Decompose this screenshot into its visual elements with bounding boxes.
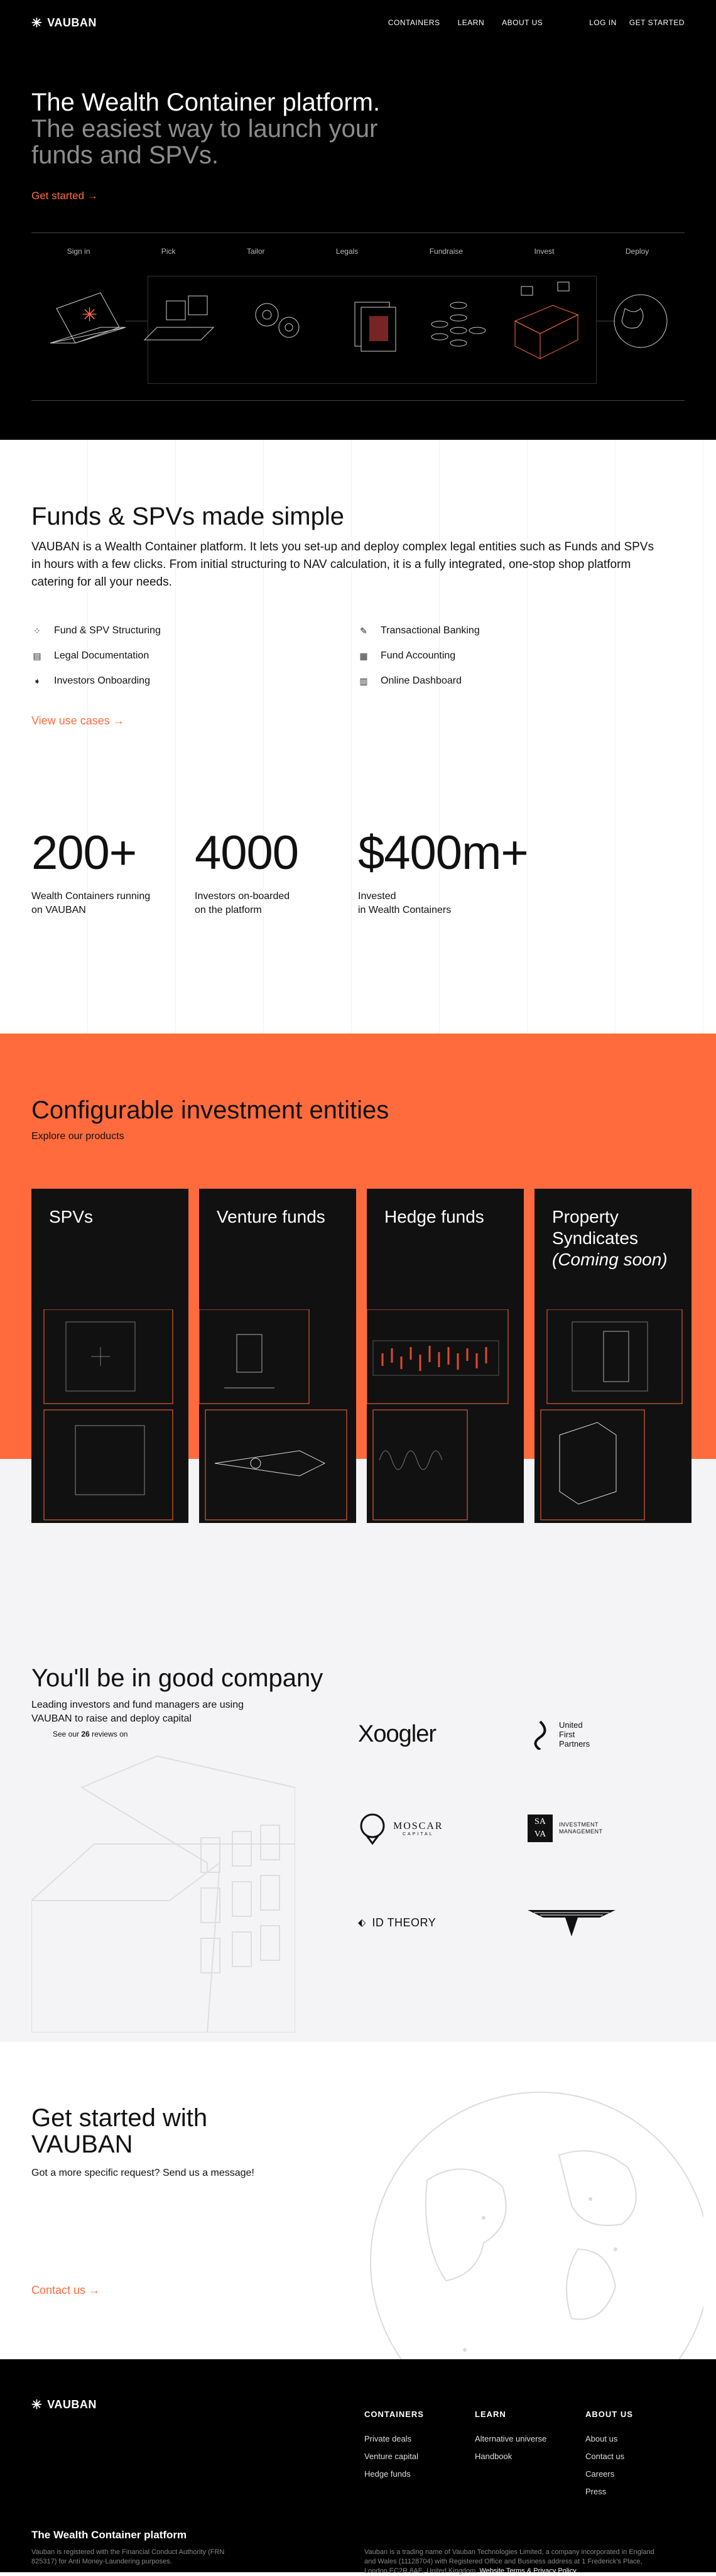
card-venture-funds[interactable] <box>199 1189 356 1523</box>
stats-row <box>31 828 685 917</box>
feature-label: Online Dashboard <box>381 675 462 686</box>
reviews-prefix: See our <box>53 1730 80 1738</box>
sava-mark-line: SA <box>534 1817 546 1826</box>
nav-learn[interactable]: LEARN <box>457 18 485 27</box>
cubes-icon <box>144 296 214 340</box>
stat-value: 200+ <box>31 826 137 880</box>
globe-icon <box>614 295 667 347</box>
brand-logo[interactable] <box>31 15 97 31</box>
nav-links <box>388 18 543 27</box>
step-fundraise: Fundraise <box>429 247 464 256</box>
card-property-syndicates[interactable] <box>534 1189 692 1523</box>
idtheory-wordmark: ID THEORY <box>372 1916 437 1929</box>
stat-invested <box>358 826 528 917</box>
reviews-suffix: reviews on <box>92 1730 128 1738</box>
logo-xoogler <box>358 1706 528 1762</box>
hero-title <box>0 45 427 168</box>
nodes-icon: ⁘ <box>33 625 41 636</box>
logo-moscar <box>358 1800 528 1857</box>
footer-col-learn <box>475 2410 585 2501</box>
ufp-line: United <box>559 1720 583 1730</box>
get-started-title: Get started with VAUBAN <box>31 2104 208 2158</box>
document-icon: ▤ <box>33 650 41 661</box>
step-sign-in: Sign in <box>67 247 90 256</box>
hero-get-started-button[interactable]: Get started → <box>31 190 98 202</box>
funds-lead: VAUBAN is a Wealth Container platform. It lets you set-up and deploy complex legal entities such as Funds and SPVs in hours with a few clicks. From initial structuring to NAV calculation, it is a fully integrated, one-stop shop platform catering for all your needs. <box>31 540 654 589</box>
building-outline-illustration <box>31 1750 295 2033</box>
brand-name: VAUBAN <box>47 16 97 29</box>
stat-containers <box>31 828 195 917</box>
login-link[interactable]: LOG IN <box>589 18 617 27</box>
footer-link[interactable]: Hedge funds <box>364 2469 411 2479</box>
footer-link[interactable]: Private deals <box>364 2434 412 2443</box>
feature-item <box>31 675 358 687</box>
xoogler-wordmark: Xoogler <box>358 1720 436 1747</box>
card-hedge-funds[interactable] <box>367 1189 524 1523</box>
footer-link[interactable]: Press <box>585 2487 607 2496</box>
footer-col-title: CONTAINERS <box>364 2410 424 2419</box>
view-use-cases-link[interactable]: View use cases → <box>31 714 124 727</box>
pipeline-illustration <box>31 233 685 401</box>
sava-mark-line: VA <box>534 1830 546 1839</box>
configurable-section <box>0 1034 716 1656</box>
candlestick-illustration <box>367 1309 524 1523</box>
card-title: Venture funds <box>217 1207 325 1226</box>
footer-legal-text: Vauban is a trading name of Vauban Technologies Limited, a company incorporated in England and Wales (11128704) with Registered Office and Business address at 1 Frederick's Place, London EC2R 8AE, United Kingdom. <box>364 2548 654 2575</box>
stat-label: Investors on-boarded on the platform <box>195 891 290 915</box>
stat-investors <box>195 828 358 917</box>
documents-icon <box>355 302 396 351</box>
ram-icon <box>358 1811 387 1846</box>
logo-united-first-partners <box>528 1706 653 1762</box>
feature-label: Fund Accounting <box>381 650 456 661</box>
feature-item <box>31 625 358 636</box>
footer-link[interactable]: Alternative universe <box>475 2434 547 2443</box>
dashboard-icon: ▥ <box>359 675 368 686</box>
ufp-line: Partners <box>559 1738 590 1749</box>
get-started-link[interactable]: GET STARTED <box>629 18 685 27</box>
config-title: Configurable investment entities <box>31 1096 389 1124</box>
stat-value: 4000 <box>195 826 299 880</box>
hero-section <box>0 0 716 440</box>
footer-col-containers <box>364 2410 475 2501</box>
building-illustration <box>534 1309 692 1523</box>
logo-id-theory: ⬖ ID THEORY <box>358 1916 437 1929</box>
stat-label: Wealth Containers running on VAUBAN <box>31 891 151 915</box>
vauban-star-icon: ✳ <box>31 2398 43 2412</box>
terms-privacy-link[interactable]: Website Terms & Privacy Policy. <box>479 2567 578 2575</box>
card-title-text: Property Syndicates <box>552 1207 638 1248</box>
partner-logos <box>358 1706 653 1951</box>
hero-title-dim: The easiest way to launch your funds and SPVs. <box>31 115 378 169</box>
top-nav <box>0 0 716 45</box>
funds-title: Funds & SPVs made simple <box>31 503 344 530</box>
globe-illustration <box>352 2086 703 2359</box>
moscar-sub: CAPITAL <box>402 1831 434 1836</box>
card-title: Hedge funds <box>384 1207 484 1226</box>
footer-columns <box>364 2410 696 2501</box>
feature-label: Legal Documentation <box>54 650 149 661</box>
footer-col-about <box>585 2410 696 2501</box>
feature-item <box>358 675 659 687</box>
sava-text-line: MANAGEMENT <box>559 1828 603 1835</box>
coming-soon-label: (Coming soon) <box>552 1250 668 1269</box>
contact-us-button[interactable]: Contact us → <box>31 2284 100 2296</box>
feature-item <box>358 625 659 636</box>
footer-tagline: The Wealth Container platform <box>31 2529 187 2541</box>
step-legals: Legals <box>335 247 359 256</box>
wings-emblem-icon <box>528 1904 616 1941</box>
footer-link[interactable]: Venture capital <box>364 2452 419 2461</box>
footer-legal-right <box>364 2548 666 2576</box>
shipping-container-icon <box>515 282 578 359</box>
step-tailor: Tailor <box>246 247 265 256</box>
get-started-subtitle: Got a more specific request? Send us a message! <box>31 2168 254 2178</box>
footer <box>0 2359 716 2575</box>
nav-about[interactable]: ABOUT US <box>502 18 543 27</box>
hero-title-bright: The Wealth Container platform. <box>31 89 381 116</box>
gears-icon <box>256 303 299 337</box>
coin-stack-icon <box>431 302 485 346</box>
spv-illustration <box>31 1309 188 1523</box>
step-deploy: Deploy <box>625 247 649 256</box>
feature-list <box>31 625 685 687</box>
ufp-line: First <box>559 1729 575 1739</box>
moscar-wordmark: MOSCAR <box>393 1820 443 1831</box>
footer-logo[interactable] <box>31 2397 97 2413</box>
reviews-link[interactable] <box>53 1730 127 1738</box>
company-subtitle: Leading investors and fund managers are using VAUBAN to raise and deploy capital <box>31 1700 244 1724</box>
nav-containers[interactable]: CONTAINERS <box>388 18 440 27</box>
step-invest: Invest <box>534 247 555 256</box>
footer-link[interactable]: Handbook <box>475 2452 513 2461</box>
feature-item <box>358 650 659 662</box>
company-title: You'll be in good company <box>31 1664 323 1692</box>
sava-text-line: INVESTMENT <box>559 1821 599 1828</box>
step-pick: Pick <box>161 247 176 256</box>
footer-col-title: ABOUT US <box>585 2410 633 2419</box>
company-section <box>0 1656 716 2042</box>
nav-actions <box>589 18 685 27</box>
onboarding-icon: ➧ <box>33 675 41 686</box>
footer-link[interactable]: Contact us <box>585 2452 625 2461</box>
rocket-microscope-illustration <box>199 1309 356 1523</box>
footer-link[interactable]: Careers <box>585 2469 615 2479</box>
stat-label: Invested in Wealth Containers <box>358 891 452 915</box>
card-title: SPVs <box>49 1207 94 1226</box>
feature-label: Transactional Banking <box>381 625 480 636</box>
pencil-icon: ✎ <box>360 625 367 636</box>
stat-value: $400m+ <box>358 826 528 880</box>
logo-sava <box>528 1800 653 1857</box>
ledger-icon: ▦ <box>359 650 368 661</box>
config-subtitle: Explore our products <box>31 1131 124 1142</box>
brand-name: VAUBAN <box>47 2398 97 2411</box>
process-pipeline <box>31 232 685 401</box>
reviews-count: 26 <box>81 1730 90 1738</box>
product-cards <box>31 1189 692 1523</box>
footer-link[interactable]: About us <box>585 2434 618 2443</box>
card-spvs[interactable] <box>31 1189 188 1523</box>
feature-label: Investors Onboarding <box>54 675 150 686</box>
footer-legal-left: Vauban is registered with the Financial Conduct Authority (FRN 825317) for Anti Money-Laundering purposes. <box>31 2548 225 2565</box>
funds-section <box>0 440 716 1034</box>
feature-label: Fund & SPV Structuring <box>54 625 161 636</box>
card-title <box>552 1206 674 1270</box>
logo-wings <box>528 1894 653 1951</box>
feature-item <box>31 650 358 662</box>
svg-text:✳: ✳ <box>82 304 98 326</box>
ufp-swirl-icon <box>528 1718 553 1750</box>
vauban-star-icon: ✳ <box>31 16 43 30</box>
footer-col-title: LEARN <box>475 2410 506 2419</box>
get-started-section <box>0 2042 716 2359</box>
